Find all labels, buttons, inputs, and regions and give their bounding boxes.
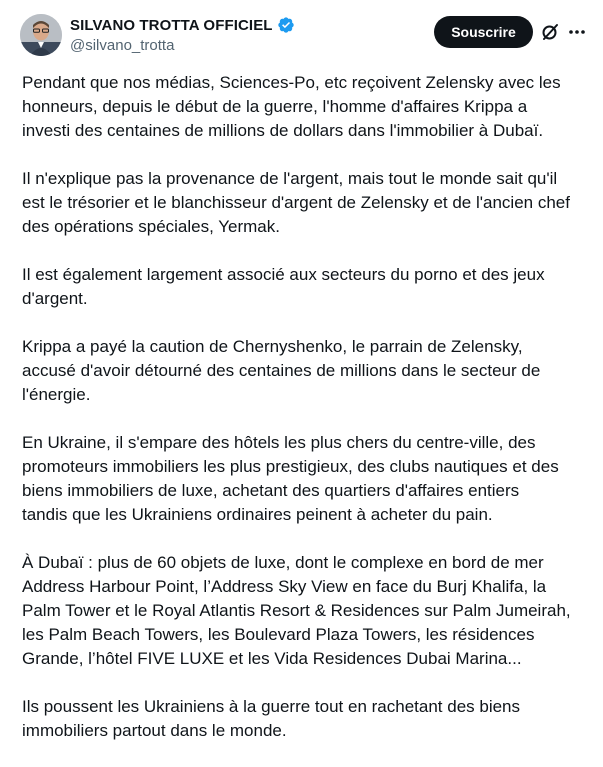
author-info[interactable] bbox=[70, 15, 295, 54]
tweet-paragraph: Pendant que nos médias, Sciences-Po, etc reçoivent Zelensky avec les honneurs, depuis le début de la guerre, l'homme d'affaires Krippa a investi des centaines de millions de dollars dans l'immobilier à Dubaï. bbox=[22, 73, 561, 140]
grok-icon[interactable] bbox=[540, 22, 560, 42]
tweet-text bbox=[22, 71, 592, 767]
avatar[interactable] bbox=[20, 14, 62, 56]
author-display-name[interactable]: SILVANO TROTTA OFFICIEL bbox=[70, 16, 273, 34]
tweet-paragraph: Krippa a payé la caution de Chernyshenko, le parrain de Zelensky, accusé d'avoir détourné des centaines de millions dans le secteur de l'énergie. bbox=[22, 337, 541, 404]
tweet-paragraph: En Ukraine, il s'empare des hôtels les plus chers du centre-ville, des promoteurs immobiliers les plus prestigieux, des clubs nautiques et des biens immobiliers de luxe, achetant des quartiers d'affaires entiers tandis que les Ukrainiens ordinaires peinent à acheter du pain. bbox=[22, 433, 559, 524]
tweet-paragraph: Il n'explique pas la provenance de l'argent, mais tout le monde sait qu'il est le trésorier et le blanchisseur d'argent de Zelensky et de l'ancien chef des opérations spéciales, Yermak. bbox=[22, 169, 570, 236]
tweet-header bbox=[0, 0, 603, 64]
subscribe-button[interactable]: Souscrire bbox=[434, 16, 533, 48]
tweet-paragraph: À Dubaï : plus de 60 objets de luxe, dont le complexe en bord de mer Address Harbour Point, l’Address Sky View en face du Burj Khalifa, la Palm Tower et le Royal Atlantis Resort & Residences sur Palm Jumeirah, les Palm Beach Towers, les Boulevard Plaza Towers, les résidences Grande, l’hôtel FIVE LUXE et les Vida Residences Dubai Marina... bbox=[22, 553, 571, 668]
author-handle[interactable]: @silvano_trotta bbox=[70, 37, 175, 54]
tweet-paragraph: Ils poussent les Ukrainiens à la guerre tout en rachetant des biens immobiliers partout dans le monde. bbox=[22, 697, 521, 740]
more-options-icon[interactable] bbox=[567, 22, 587, 42]
verified-badge-icon bbox=[277, 16, 295, 34]
tweet-paragraph: Il est également largement associé aux secteurs du porno et des jeux d'argent. bbox=[22, 265, 545, 308]
